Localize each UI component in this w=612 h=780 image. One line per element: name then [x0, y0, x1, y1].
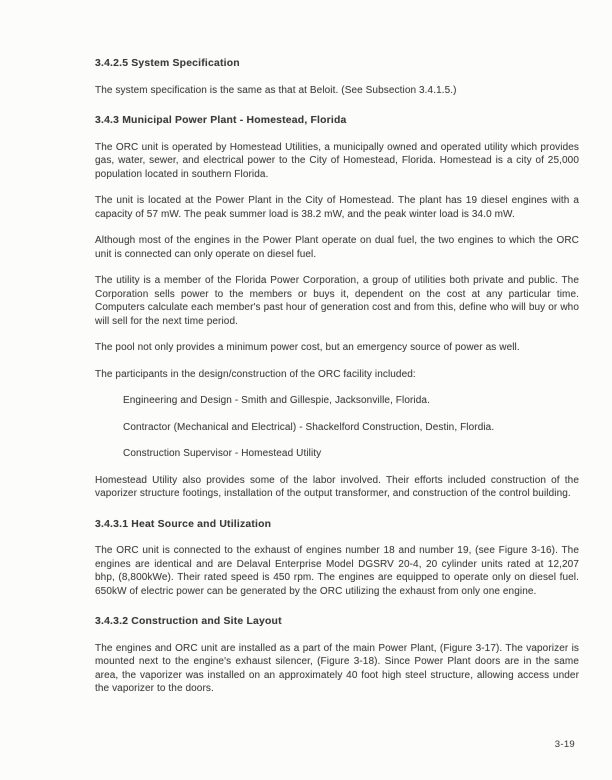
paragraph-pool-power: The pool not only provides a minimum power cost, but an emergency source of power as well.: [95, 342, 520, 353]
page-number: 3-19: [554, 739, 575, 750]
paragraph-participants-intro: The participants in the design/construction of the ORC facility included:: [95, 368, 416, 380]
paragraph-homestead-labor: Homestead Utility also provides some of the labor involved. Their efforts included construction of the vaporizer structure footings, installation of the output transformer, and construction of the control building.: [95, 474, 579, 499]
heading-construction-site-layout: 3.4.3.2 Construction and Site Layout: [95, 616, 282, 627]
paragraph-dual-fuel: Although most of the engines in the Power Plant operate on dual fuel, the two engines to which the ORC unit is connected can only operate on diesel fuel.: [95, 235, 579, 260]
paragraph-utility-member: The utility is a member of the Florida Power Corporation, a group of utilities both private and public. The Corporation sells power to the members or buys it, dependent on the cost at any particular time. Computers calculate each member's past hour of generation cost and from this, define who will buy or who will sell for the next time period.: [95, 275, 579, 327]
list-item-contractor: Contractor (Mechanical and Electrical) - Shackelford Construction, Destin, Flordia.: [123, 421, 495, 433]
document-content: [95, 44, 579, 696]
heading-system-specification: 3.4.2.5 System Specification: [95, 58, 240, 69]
list-item-engineering-design: Engineering and Design - Smith and Gillespie, Jacksonville, Florida.: [123, 395, 430, 406]
paragraph-construction-site: The engines and ORC unit are installed as a part of the main Power Plant, (Figure 3-17). The vaporizer is mounted next to the engine's exhaust silencer, (Figure 3-18). Since Power Plant doors are in the same area, the vaporizer was installed on an approximately 40 foot high steel structure, allowing access under the vaporizer to the doors.: [95, 642, 579, 694]
paragraph-unit-location: The unit is located at the Power Plant in the City of Homestead. The plant has 19 diesel engines with a capacity of 57 mW. The peak summer load is 38.2 mW, and the peak winter load is 34.0 mW.: [95, 195, 579, 220]
paragraph-orc-operated: The ORC unit is operated by Homestead Utilities, a municipally owned and operated utility which provides gas, water, sewer, and electrical power to the City of Homestead, Florida. Homestead is a city of 25,000 population located in southern Florida.: [95, 141, 579, 180]
paragraph-system-specification: The system specification is the same as that at Beloit. (See Subsection 3.4.1.5.): [95, 84, 457, 96]
list-item-construction-supervisor: Construction Supervisor - Homestead Utility: [123, 448, 322, 459]
heading-heat-source: 3.4.3.1 Heat Source and Utilization: [95, 518, 272, 530]
heading-municipal-power-plant: 3.4.3 Municipal Power Plant - Homestead, Florida: [95, 115, 347, 126]
paragraph-heat-source: The ORC unit is connected to the exhaust of engines number 18 and number 19, (see Figure 3-16). The engines are identical and are Delaval Enterprise Model DGSRV 20-4, 20 cylinder units rated at 12,207 bhp, (8,800kWe). Their rated speed is 450 rpm. The engines are equipped to operate only on diesel fuel. 650kW of electric power can be generated by the ORC utilizing the exhaust from only one engine.: [95, 545, 579, 597]
